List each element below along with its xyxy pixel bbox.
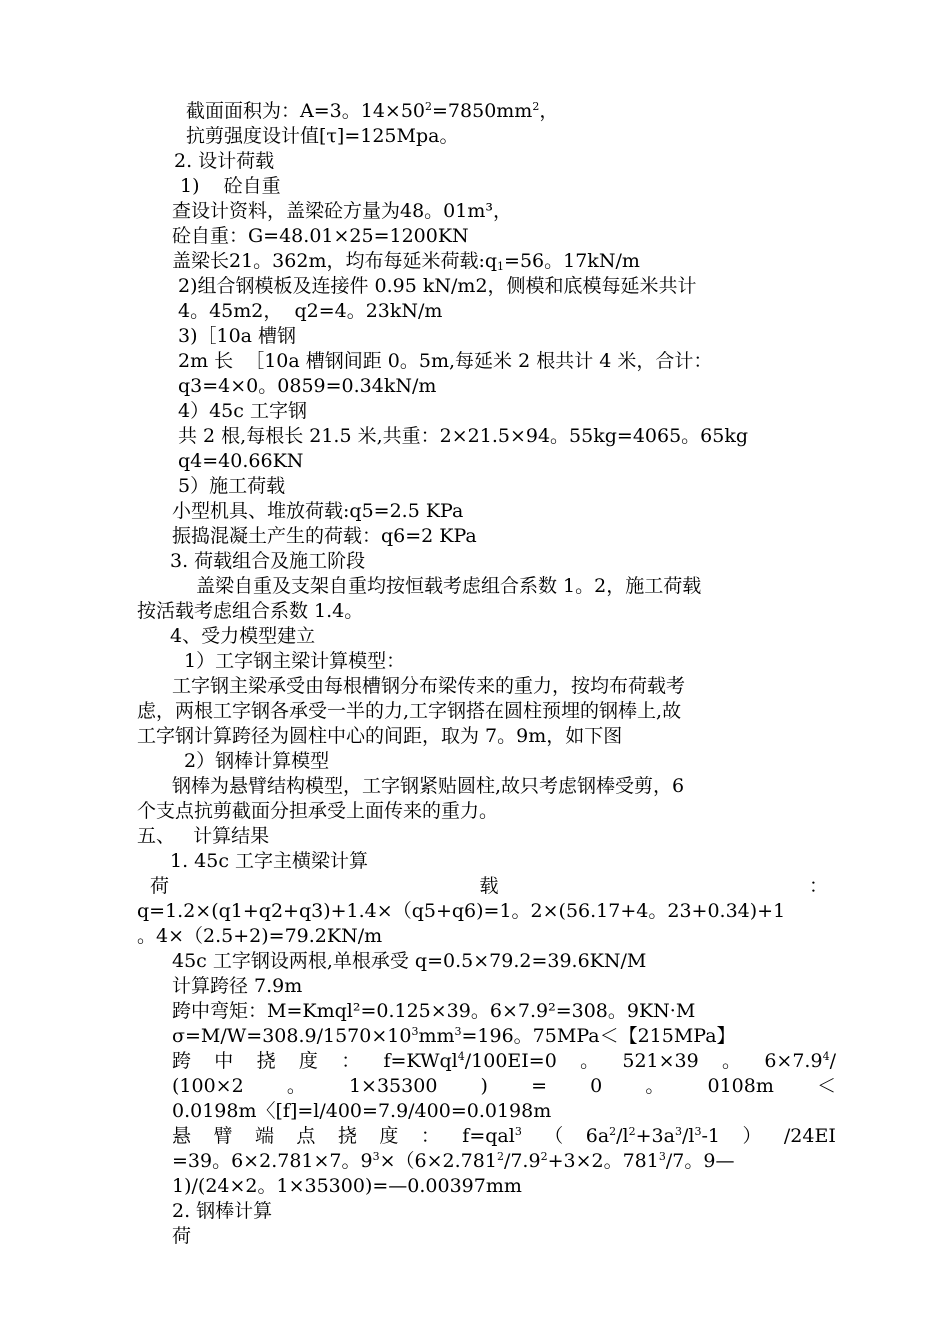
formula-line: =39。6×2.781×7。$9^3\times(6\times 2.781^2/7.9^2+3\times 2$。$781^3/7$。9— — [172, 1150, 735, 1172]
subsection-heading: 4）45c 工字钢 — [178, 400, 307, 422]
text-line: 2m 长 ［10a 槽钢间距 0。5m,每延米 2 根共计 4 米，合计： — [178, 350, 713, 372]
formula-line-justified: 跨 中 挠 度 ： f=KWql$^4$/100EI=0 。 521×39 。 $6\times 7.9^4/$ — [172, 1050, 836, 1072]
subsection-heading: 5）施工荷载 — [178, 475, 286, 497]
text-line: 4。45m2， q2=4。23kN/m — [178, 300, 443, 322]
text-line: 盖梁长21。362m，均布每延米荷载$:q_1=56$。17kN/m — [172, 250, 640, 273]
subsection-heading: 3)［10a 槽钢 — [178, 325, 297, 347]
text-line: 截面面积为：A=3。$14\times 50^2=7850mm^2$， — [186, 100, 559, 122]
text-line: q4=40.66KN — [178, 450, 304, 472]
text-line: 盖梁自重及支架自重均按恒载考虑组合系数 1。2，施工荷载 — [196, 575, 702, 597]
text-line: 砼自重：G=48.01×25=1200KN — [172, 225, 469, 247]
section-heading: 3. 荷载组合及施工阶段 — [170, 550, 366, 572]
formula-line: $\sigma=M/W=308.9/1570\times 10^3mm^3=196$。75MPa＜【215MPa】 — [172, 1025, 736, 1047]
text-line-justified: 荷 载 ： — [150, 875, 828, 897]
formula-line: q=1.2×(q1+q2+q3)+1.4×（q5+q6)=1。2×(56.17+4。23+0.34)+1 — [137, 900, 786, 922]
text-line: 振捣混凝土产生的荷载：q6=2 KPa — [172, 525, 477, 547]
section-heading: 2. 钢棒计算 — [172, 1200, 273, 1222]
subsection-heading: 1) 砼自重 — [180, 175, 281, 197]
text-line: 个支点抗剪截面分担承受上面传来的重力。 — [137, 800, 499, 822]
text-line: 工字钢主梁承受由每根槽钢分布梁传来的重力，按均布荷载考 — [172, 675, 686, 697]
text-line: 计算跨径 7.9m — [172, 975, 303, 997]
subsection-heading: 1. 45c 工字主横梁计算 — [170, 850, 369, 872]
text-line: 查设计资料，盖梁砼方量为48。01m³， — [172, 200, 512, 222]
section-heading: 2. 设计荷载 — [174, 150, 275, 172]
text-line: q3=4×0。0859=0.34kN/m — [178, 375, 437, 397]
section-heading: 五、 计算结果 — [137, 825, 270, 847]
text-line: 共 2 根,每根长 21.5 米,共重：2×21.5×94。55kg=4065。65kg — [178, 425, 749, 447]
section-heading: 4、受力模型建立 — [170, 625, 316, 647]
formula-line: 跨中弯矩：M=Kmql²=0.125×39。6×7.9²=308。9KN·M — [172, 1000, 696, 1022]
formula-line: 1)/(24×2。1×35300)=—0.00397mm — [172, 1175, 522, 1197]
text-line: 抗剪强度设计值[τ]=125Mpa。 — [186, 125, 459, 147]
text-line: 按活载考虑组合系数 1.4。 — [137, 600, 364, 622]
text-line: 钢棒为悬臂结构模型，工字钢紧贴圆柱,故只考虑钢棒受剪，6 — [172, 775, 685, 797]
subsection-heading: 2）钢棒计算模型 — [184, 750, 330, 772]
formula-line: 0.0198m〈[f]=l/400=7.9/400=0.0198m — [172, 1100, 552, 1122]
text-line: 工字钢计算跨径为圆柱中心的间距，取为 7。9m，如下图 — [137, 725, 623, 747]
text-line: 小型机具、堆放荷载:q5=2.5 KPa — [172, 500, 464, 522]
subsection-heading: 1）工字钢主梁计算模型： — [184, 650, 406, 672]
formula-line-justified: 悬 臂 端 点 挠 度 ： f=qal$^3$ （ $6a^2/l^2+3a^3/l^3-1$ ） /24EI — [172, 1125, 836, 1147]
formula-line-justified: (100×2 。 1×35300 ) = 0 。 0108m ＜ — [172, 1075, 836, 1097]
text-line: 2)组合钢模板及连接件 0.95 kN/m2，侧模和底模每延米共计 — [178, 275, 697, 297]
text-line: 虑，两根工字钢各承受一半的力,工字钢搭在圆柱预埋的钢棒上,故 — [137, 700, 682, 722]
text-line: 荷 — [172, 1225, 192, 1247]
text-line: 45c 工字钢设两根,单根承受 q=0.5×79.2=39.6KN/M — [172, 950, 647, 972]
formula-line: 。4×（2.5+2)=79.2KN/m — [137, 925, 383, 947]
